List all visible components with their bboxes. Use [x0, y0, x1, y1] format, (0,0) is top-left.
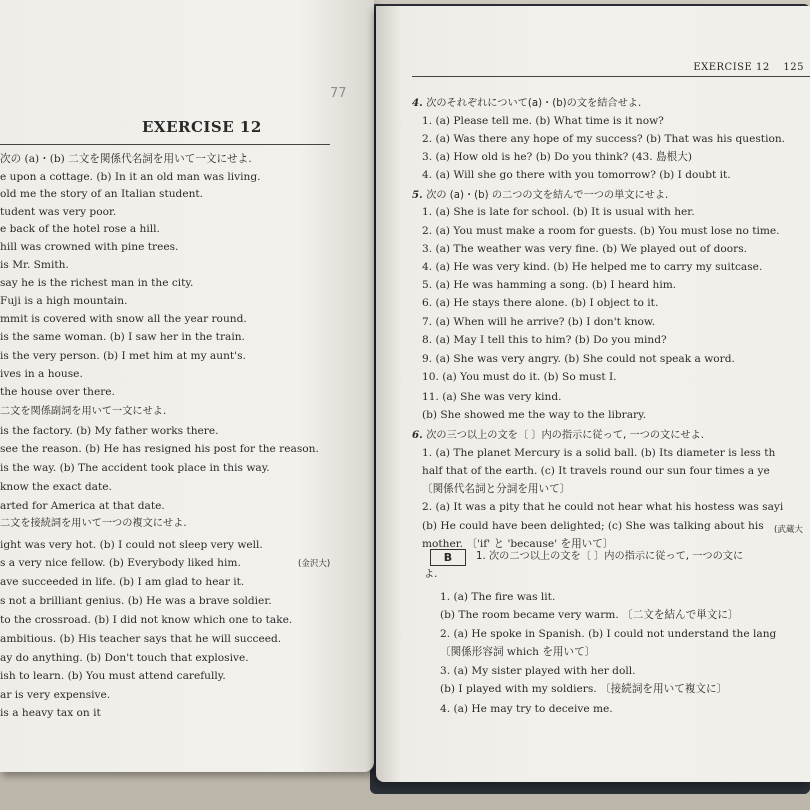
left-line: 次の (a)・(b) 二文を関係代名詞を用いて一文にせよ.	[0, 153, 252, 165]
left-line: mmit is covered with snow all the year round.	[0, 313, 247, 325]
line-text: half that of the earth. (c) It travels round our sun four times a ye	[422, 465, 770, 477]
running-head-title: EXERCISE 12	[693, 62, 770, 73]
line-text: 1. (a) She is late for school. (b) It is usual with her.	[422, 206, 695, 218]
section-b-item: (b) The room became very warm. 〔二文を結んで単文に〕	[440, 609, 739, 621]
line-text: 8. (a) May I tell this to him? (b) Do you mind?	[422, 334, 667, 346]
line-text: 2. (a) Was there any hope of my success? (b) That was his question.	[422, 133, 786, 145]
exercise-item	[422, 352, 735, 366]
section-heading	[412, 188, 668, 203]
left-line: ish to learn. (b) You must attend carefully.	[0, 670, 226, 682]
left-line: is the same woman. (b) I saw her in the train.	[0, 331, 245, 343]
line-text: 〔関係代名詞と分詞を用いて〕	[422, 483, 571, 495]
line-text: 10. (a) You must do it. (b) So must I.	[422, 371, 617, 383]
left-line: s not a brilliant genius. (b) He was a brave soldier.	[0, 595, 272, 607]
left-line: see the reason. (b) He has resigned his post for the reason.	[0, 443, 319, 455]
page-number: 125	[783, 62, 804, 73]
line-text: 11. (a) She was very kind.	[422, 391, 562, 403]
line-text: (b) He could have been delighted; (c) She was talking about his	[422, 520, 764, 532]
exercise-item	[422, 390, 562, 404]
section-number: 5.	[412, 189, 427, 201]
section-b-item: (b) I played with my soldiers. 〔接続詞を用いて複文に〕	[440, 683, 728, 695]
line-text: 4. (a) Will she go there with you tomorrow? (b) I doubt it.	[422, 169, 731, 181]
exercise-item	[422, 446, 775, 460]
section-b-item: 1. (a) The fire was lit.	[440, 591, 556, 603]
left-line: old me the story of an Italian student.	[0, 188, 204, 200]
exercise-item	[422, 132, 785, 146]
title-rule	[0, 144, 330, 145]
exercise-item	[422, 150, 692, 164]
exercise-item	[422, 242, 747, 256]
left-line: s a very nice fellow. (b) Everybody liked him.	[0, 557, 241, 569]
exercise-item	[422, 482, 570, 496]
line-text: mother. 〔'if' と 'because' を用いて〕	[422, 538, 614, 550]
left-line: is the very person. (b) I met him at my aunt's.	[0, 350, 246, 362]
left-line: ives in a house.	[0, 368, 83, 380]
line-text: 4. (a) He was very kind. (b) He helped me to carry my suitcase.	[422, 261, 763, 273]
exercise-title: EXERCISE 12	[142, 118, 262, 136]
pencil-mark: 77	[330, 86, 347, 101]
line-text: 3. (a) The weather was very fine. (b) We played out of doors.	[422, 243, 747, 255]
line-text: 7. (a) When will he arrive? (b) I don't know.	[422, 316, 656, 328]
left-line: is the factory. (b) My father works there.	[0, 425, 219, 437]
exercise-item	[422, 260, 762, 274]
section-number: 4.	[412, 97, 427, 109]
left-line: ar is very expensive.	[0, 689, 111, 701]
section-b-item: 〔関係形容詞 which を用いて〕	[440, 646, 596, 658]
line-text: 2. (a) It was a pity that he could not hear what his hostess was sayi	[422, 501, 784, 513]
header-rule	[412, 76, 810, 77]
line-text: 6. (a) He stays there alone. (b) I object to it.	[422, 297, 659, 309]
running-head	[693, 62, 804, 73]
margin-note: (金沢大)	[298, 559, 331, 569]
left-line: the house over there.	[0, 386, 115, 398]
exercise-item	[422, 278, 676, 292]
exercise-item	[422, 519, 764, 533]
left-line: ay do anything. (b) Don't touch that explosive.	[0, 652, 249, 664]
section-b-badge: B	[430, 549, 466, 566]
exercise-item	[422, 205, 695, 219]
left-line: ight was very hot. (b) I could not sleep very well.	[0, 539, 263, 551]
section-b-item: 4. (a) He may try to deceive me.	[440, 703, 613, 715]
exercise-item	[422, 315, 655, 329]
section-number: 6.	[412, 429, 427, 441]
left-line: tudent was very poor.	[0, 206, 117, 218]
section-b-heading-cont: よ.	[424, 569, 438, 580]
line-text: 1. (a) Please tell me. (b) What time is it now?	[422, 115, 664, 127]
side-note: (武蔵大	[774, 525, 803, 535]
left-line: is the way. (b) The accident took place in this way.	[0, 462, 270, 474]
section-heading	[412, 428, 704, 443]
section-b-item: 2. (a) He spoke in Spanish. (b) I could not understand the lang	[440, 628, 777, 640]
exercise-item	[422, 168, 731, 182]
left-line: Fuji is a high mountain.	[0, 295, 128, 307]
left-page	[0, 0, 374, 772]
exercise-item	[422, 114, 664, 128]
line-text: 9. (a) She was very angry. (b) She could not speak a word.	[422, 353, 735, 365]
section-heading	[412, 96, 641, 111]
exercise-item	[422, 464, 770, 478]
line-text: 3. (a) How old is he? (b) Do you think? (43. 島根大)	[422, 151, 692, 163]
left-line: 二文を接続詞を用いて一つの複文にせよ.	[0, 518, 187, 529]
left-line: e back of the hotel rose a hill.	[0, 223, 160, 235]
line-text: 次の (a)・(b) の二つの文を結んで一つの単文にせよ.	[426, 190, 669, 201]
exercise-item	[422, 500, 783, 514]
exercise-item	[422, 224, 780, 238]
exercise-item	[422, 370, 617, 384]
left-line: arted for America at that date.	[0, 500, 165, 512]
left-line: say he is the richest man in the city.	[0, 277, 194, 289]
section-b-heading: 1. 次の二つ以上の文を〔 〕内の指示に従って, 一つの文に	[476, 551, 744, 562]
left-line: know the exact date.	[0, 481, 112, 493]
left-line: hill was crowned with pine trees.	[0, 241, 179, 253]
left-line: e upon a cottage. (b) In it an old man was living.	[0, 171, 261, 183]
left-line: to the crossroad. (b) I did not know which one to take.	[0, 614, 293, 626]
line-text: 次のそれぞれについて(a)・(b)の文を結合せよ.	[426, 98, 642, 109]
exercise-item	[422, 408, 646, 422]
line-text: 次の三つ以上の文を〔 〕内の指示に従って, 一つの文にせよ.	[426, 430, 705, 441]
left-line: 二文を関係副詞を用いて一文にせよ.	[0, 406, 167, 417]
line-text: 2. (a) You must make a room for guests. (b) You must lose no time.	[422, 225, 780, 237]
left-line: is a heavy tax on it	[0, 707, 101, 719]
left-line: ave succeeded in life. (b) I am glad to hear it.	[0, 576, 245, 588]
section-b-item: 3. (a) My sister played with her doll.	[440, 665, 636, 677]
left-line: ambitious. (b) His teacher says that he will succeed.	[0, 633, 282, 645]
line-text: (b) She showed me the way to the library.	[422, 409, 647, 421]
line-text: 5. (a) He was hamming a song. (b) I heard him.	[422, 279, 677, 291]
exercise-item	[422, 296, 658, 310]
line-text: 1. (a) The planet Mercury is a solid ball. (b) Its diameter is less th	[422, 447, 776, 459]
left-line: is Mr. Smith.	[0, 259, 69, 271]
exercise-item	[422, 333, 667, 347]
